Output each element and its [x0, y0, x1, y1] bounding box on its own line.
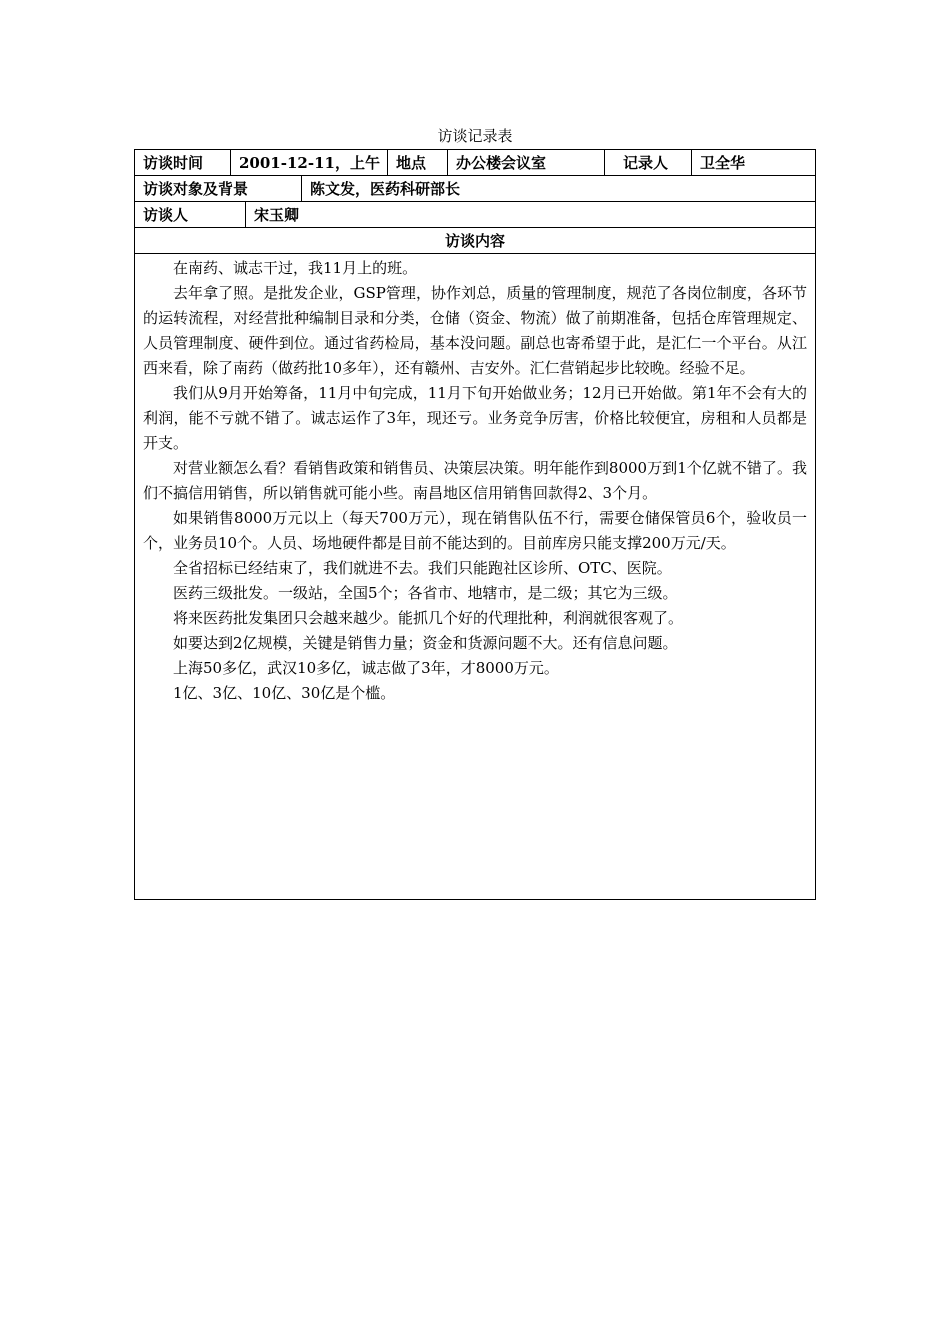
subject-label: 访谈对象及背景 [143, 180, 249, 198]
recorder-value: 卫全华 [691, 150, 815, 175]
paragraph: 我们从9月开始筹备，11月中旬完成，11月下旬开始做业务；12月已开始做。第1年不会有大的利润，能不亏就不错了。诚志运作了3年，现还亏。业务竞争厉害，价格比较便宜，房租和人员都是开支。 [143, 384, 807, 452]
paragraph: 在南药、诚志干过，我11月上的班。 [173, 259, 418, 277]
interview-content [135, 254, 815, 706]
interviewer-label: 访谈人 [143, 206, 189, 224]
paragraph: 将来医药批发集团只会越来越少。能抓几个好的代理批种，利润就很客观了。 [173, 609, 684, 627]
content-heading: 访谈内容 [444, 232, 505, 250]
paragraph: 对营业额怎么看？看销售政策和销售员、决策层决策。明年能作到8000万到1个亿就不错了。我们不搞信用销售，所以销售就可能小些。南昌地区信用销售回款得2、3个月。 [143, 459, 807, 502]
interviewer-value: 宋玉卿 [245, 202, 815, 227]
recorder-label: 记录人 [604, 150, 691, 175]
paragraph: 上海50多亿，武汉10多亿，诚志做了3年，才8000万元。 [173, 659, 559, 677]
header-row-subject [135, 176, 815, 202]
subject-value: 陈文发，医药科研部长 [301, 176, 815, 201]
interview-record-form [134, 149, 816, 900]
paragraph: 去年拿了照。是批发企业，GSP管理，协作刘总，质量的管理制度，规范了各岗位制度，各环节的运转流程，对经营批种编制目录和分类，仓储（资金、物流）做了前期准备，包括仓库管理规定、人员管理制度、硬件到位。通过省药检局，基本没问题。副总也寄希望于此，是汇仁一个平台。从江西来看，除了南药（做药批10多年），还有赣州、吉安外。汇仁营销起步比较晚。经验不足。 [143, 284, 807, 377]
paragraph: 全省招标已经结束了，我们就进不去。我们只能跑社区诊所、OTC、医院。 [173, 559, 672, 577]
document-title: 访谈记录表 [437, 127, 513, 145]
header-row-time-place [135, 150, 815, 176]
time-value: 2001-12-11，上午 [230, 150, 387, 175]
time-label: 访谈时间 [143, 154, 204, 172]
content-heading-row [135, 228, 815, 254]
paragraph: 如要达到2亿规模，关键是销售力量；资金和货源问题不大。还有信息问题。 [173, 634, 678, 652]
paragraph: 医药三级批发。一级站，全国5个；各省市、地辖市，是二级；其它为三级。 [173, 584, 678, 602]
paragraph: 如果销售8000万元以上（每天700万元），现在销售队伍不行，需要仓储保管员6个，验收员一个，业务员10个。人员、场地硬件都是目前不能达到的。目前库房只能支撑200万元/天。 [143, 509, 807, 552]
header-row-interviewer [135, 202, 815, 228]
place-label: 地点 [387, 150, 447, 175]
place-value: 办公楼会议室 [447, 150, 604, 175]
paragraph: 1亿、3亿、10亿、30亿是个槛。 [173, 684, 396, 702]
